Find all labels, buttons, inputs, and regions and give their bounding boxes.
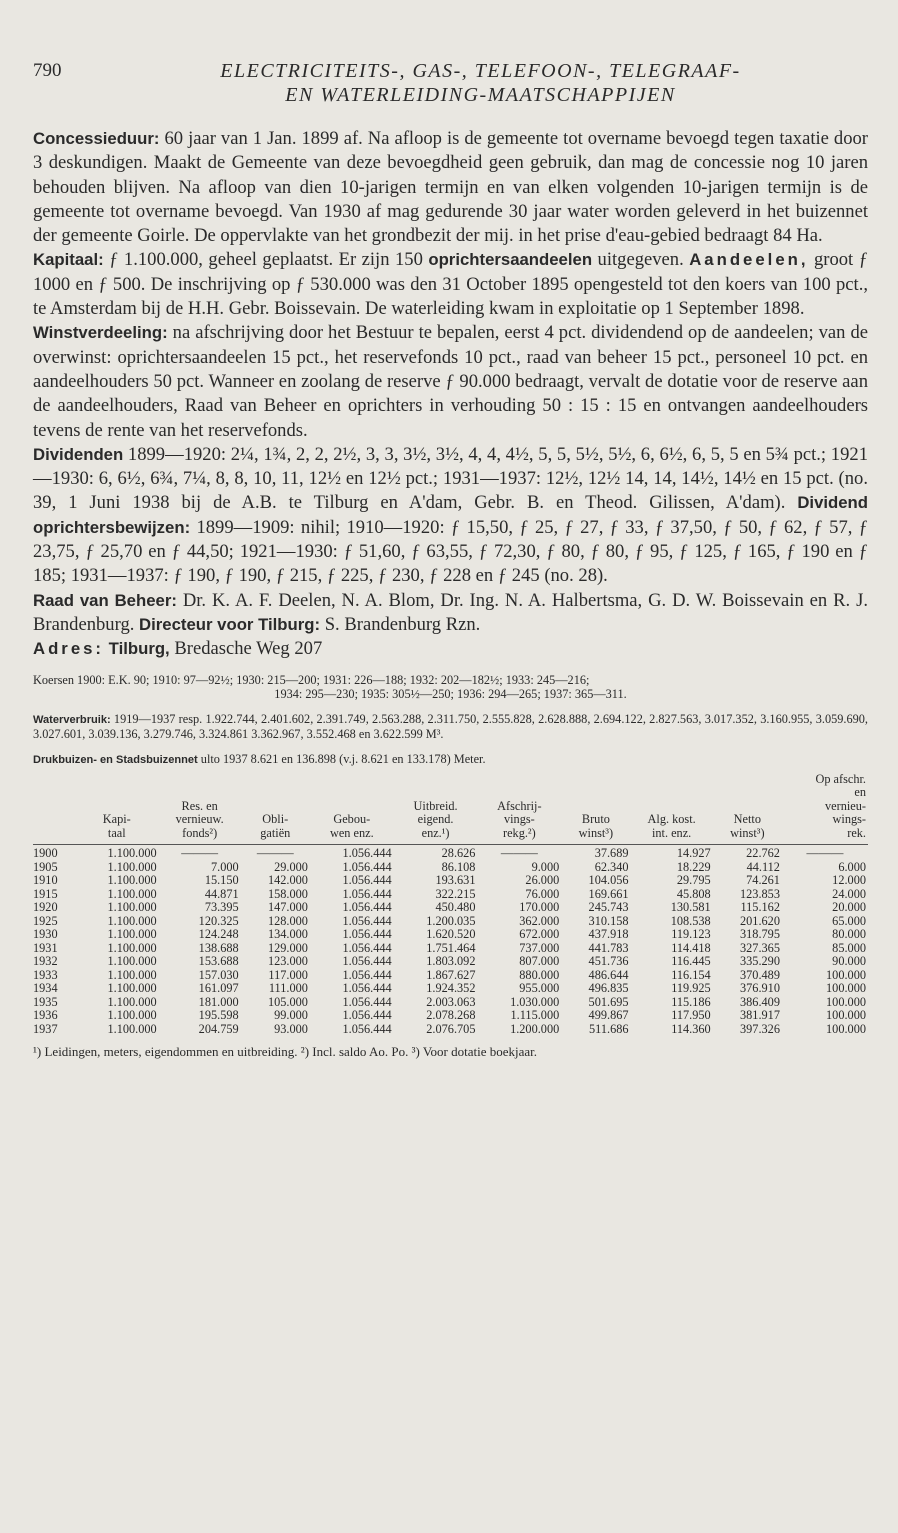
table-cell: 1.056.444 [342, 994, 392, 1009]
table-cell: 441.783 [588, 940, 629, 955]
text-dividenden: 1899—1920: 2¼, 1¾, 2, 2, 2½, 3, 3, 3½, 3½, 4, 4, 4½, 5, 5, 5½, 5½, 6, 6½, 6, 5, 5 en 5¾ pct.; 1921—1930: 6, 6½, 6¾, 7¼, 8, 8, 10, 11, 12½ en 12½ pct.; 1931—1937: 12½, 12½ 14, 14, 14½, 14½ en 15 pct. (no. 39, 1 Juni 1938 bij de A.B. te Tilburg en A'dam, Gebr. B. en Theod. Gilissen, A'dam). [33, 443, 868, 514]
table-cell: 117.000 [268, 967, 308, 982]
table-cell: 123.853 [740, 886, 780, 901]
row-year: 1935 [33, 994, 58, 1009]
table-cell: 1.100.000 [107, 1021, 157, 1036]
koersen-note [33, 673, 868, 701]
row-year: 1933 [33, 967, 58, 982]
table-cell: 1.100.000 [107, 994, 157, 1009]
table-cell: 1.056.444 [342, 873, 392, 888]
page [33, 55, 868, 1060]
label-adres: Adres: [33, 639, 105, 659]
paragraph-dividenden [33, 443, 868, 589]
table-row [33, 1023, 868, 1037]
table-cell: 450.480 [435, 900, 476, 915]
table-cell: 158.000 [267, 886, 308, 901]
table-cell: 111.000 [268, 981, 308, 996]
table-cell: 322.215 [435, 886, 476, 901]
table-row [33, 942, 868, 956]
running-title-line1: ELECTRICITEITS-, GAS-, TELEFOON-, TELEGRAAF- [220, 60, 741, 82]
table-cell: 1.100.000 [75, 845, 159, 861]
table-cell: 486.644 [588, 967, 629, 982]
table-cell: 116.154 [671, 967, 711, 982]
table-cell: ——— [477, 845, 561, 861]
column-header: Alg. kost. int. enz. [647, 812, 696, 840]
text-dividend-oprichtersbewijzen: 1899—1909: nihil; 1910—1920: ƒ 15,50, ƒ 25, ƒ 27, ƒ 33, ƒ 37,50, ƒ 50, ƒ 62, ƒ 57, ƒ 23,75, ƒ 25,70 en ƒ 44,50; 1921—1930: ƒ 51,60, ƒ 63,55, ƒ 72,30, ƒ 80, ƒ 80, ƒ 95, ƒ 125, ƒ 165, ƒ 190 en ƒ 185; 1931—1937: ƒ 190, ƒ 190, ƒ 215, ƒ 225, ƒ 230, ƒ 228 en ƒ 245 (no. 28). [33, 516, 868, 587]
table-cell: 1.056.444 [342, 967, 392, 982]
table-cell: 1.100.000 [107, 886, 157, 901]
column-header: Op afschr. en vernieu- wings- rek. [815, 771, 866, 840]
table-cell: 318.795 [740, 927, 780, 942]
table-cell: 397.326 [740, 1021, 780, 1036]
table-cell: 310.158 [588, 913, 629, 928]
table-cell: 195.598 [198, 1008, 239, 1023]
table-cell: 108.538 [670, 913, 711, 928]
table-cell: 362.000 [519, 913, 560, 928]
table-cell: 18.229 [676, 859, 711, 874]
table-cell: 1.924.352 [426, 981, 476, 996]
table-cell: 20.000 [832, 900, 866, 915]
table-cell: 153.688 [198, 954, 239, 969]
table-cell: 100.000 [826, 994, 866, 1009]
table-cell: 22.762 [713, 845, 782, 861]
column-header: Uitbreid. eigend. enz.¹) [413, 798, 458, 840]
table-cell: 1.056.444 [342, 954, 392, 969]
table-cell: 1.867.627 [426, 967, 476, 982]
row-year: 1900 [33, 845, 75, 861]
table-cell: 1.200.000 [510, 1021, 560, 1036]
table-row [33, 845, 868, 861]
table-cell: 955.000 [519, 981, 560, 996]
table-cell: 105.000 [267, 994, 308, 1009]
table-cell: ——— [241, 845, 310, 861]
row-year: 1905 [33, 859, 58, 874]
table-cell: 1.056.444 [342, 927, 392, 942]
table-cell: 1.056.444 [342, 981, 392, 996]
table-cell: ——— [782, 845, 868, 861]
label-concessieduur: Concessieduur: [33, 129, 160, 148]
table-cell: 147.000 [267, 900, 308, 915]
table-cell: 138.688 [198, 940, 239, 955]
label-winstverdeeling: Winstverdeeling: [33, 323, 168, 343]
table-cell: 1.751.464 [426, 940, 476, 955]
table-cell: 193.631 [435, 873, 476, 888]
table-cell: 376.910 [740, 981, 780, 996]
table-cell: 115.186 [671, 994, 711, 1009]
table-cell: 93.000 [274, 1021, 308, 1036]
table-cell: 14.927 [631, 845, 713, 861]
waterverbruik-note [33, 712, 868, 741]
table-cell: 1.100.000 [107, 927, 157, 942]
footnote: ¹) Leidingen, meters, eigendommen en uitbreiding. ²) Incl. saldo Ao. Po. ³) Voor dotatie boekjaar. [33, 1044, 538, 1060]
table-cell: 134.000 [267, 927, 308, 942]
table-cell: 1.100.000 [107, 981, 157, 996]
label-waterverbruik: Waterverbruik: [33, 713, 111, 726]
table-row [33, 969, 868, 983]
table-cell: 100.000 [826, 981, 866, 996]
table-cell: 1.056.444 [342, 900, 392, 915]
table-cell: 12.000 [832, 873, 866, 888]
table-cell: 1.056.444 [310, 845, 394, 861]
table-row [33, 1009, 868, 1023]
table-cell: 335.290 [740, 954, 780, 969]
table-cell: 1.100.000 [107, 900, 157, 915]
table-cell: 1.100.000 [107, 1008, 157, 1023]
table-cell: 85.000 [832, 940, 866, 955]
column-header [33, 773, 75, 845]
table-cell: 100.000 [826, 1008, 866, 1023]
table-cell: 2.003.063 [426, 994, 476, 1009]
body-text [33, 127, 868, 662]
table-cell: 45.808 [676, 886, 711, 901]
table-cell: 44.871 [204, 886, 239, 901]
text-concessieduur: 60 jaar van 1 Jan. 1899 af. Na afloop is de gemeente tot overname bevoegd tegen taxatie door 3 deskundigen. Maakt de Gemeente van deze bevoegdheid geen gebruik, dan mag de concessie nog 10 jaren behouden blijven. Na afloop van dien 10-jarigen termijn en van elken volgenden 10-jarigen termijn is de gemeente tot overname bevoegd. Van 1930 af mag gedurende 30 jaar water worden geleverd in het buizennet der gemeente Goirle. De oppervlakte van het grondbezit der mij. in het prise d'eau-gebied bedraagt 84 Ha. [33, 128, 868, 247]
table-cell: 114.418 [671, 940, 711, 955]
table-cell: 28.626 [394, 845, 478, 861]
table-cell: 880.000 [519, 967, 560, 982]
label-aandeelen: Aandeelen, [689, 250, 809, 270]
table-cell: 496.835 [588, 981, 629, 996]
label-oprichtersaandeelen: oprichtersaandeelen [428, 250, 593, 270]
table-cell: 1.056.444 [342, 940, 392, 955]
paragraph-kapitaal [33, 248, 868, 321]
table-cell: 128.000 [267, 913, 308, 928]
table-cell: 1.115.000 [510, 1008, 560, 1023]
table-cell: 142.000 [267, 873, 308, 888]
running-title [33, 59, 868, 107]
table-cell: 26.000 [525, 873, 560, 888]
table-cell: 15.150 [204, 873, 239, 888]
paragraph-winstverdeeling [33, 321, 868, 442]
row-year: 1915 [33, 886, 58, 901]
table-cell: 1.100.000 [107, 873, 157, 888]
table-cell: 123.000 [267, 954, 308, 969]
row-year: 1937 [33, 1021, 58, 1036]
table-cell: 100.000 [826, 967, 866, 982]
table-cell: 437.918 [588, 927, 629, 942]
table-cell: 501.695 [588, 994, 629, 1009]
table-cell: 117.950 [671, 1008, 711, 1023]
text-kapitaal-1: ƒ 1.100.000, geheel geplaatst. Er zijn 150 [103, 249, 429, 271]
page-number: 790 [33, 60, 62, 81]
table-row [33, 955, 868, 969]
koersen-line1: Koersen 1900: E.K. 90; 1910: 97—92½; 1930: 215—200; 1931: 226—188; 1932: 202—182½; 1933: 245—216; [33, 672, 590, 687]
table-cell: 99.000 [274, 1008, 308, 1023]
koersen-line2: 1934: 295—230; 1935: 305½—250; 1936: 294—265; 1937: 365—311. [274, 686, 627, 701]
table-cell: 80.000 [832, 927, 866, 942]
table-body [33, 845, 868, 1037]
table-cell: 672.000 [519, 927, 560, 942]
table-cell: 76.000 [525, 886, 560, 901]
table-cell: 24.000 [832, 886, 866, 901]
text-drukbuizen: ulto 1937 8.621 en 136.898 (v.j. 8.621 en 133.178) Meter. [197, 751, 486, 766]
table-cell: 170.000 [519, 900, 560, 915]
table-cell: 65.000 [832, 913, 866, 928]
table-cell: 327.365 [740, 940, 780, 955]
table-cell: 370.489 [740, 967, 780, 982]
label-kapitaal: Kapitaal: [33, 250, 104, 270]
text-winstverdeeling: na afschrijving door het Bestuur te bepalen, eerst 4 pct. dividendend op de aandeelen; van de overwinst: oprichtersaandeelen 15 pct., het reservefonds 10 pct., raad van beheer 15 pct., personeel 10 pct. en aandeelhouders 50 pct. Wanneer en zoolang de reserve ƒ 90.000 bedraagt, vervalt de dotatie voor de reserve aan de aandeelhouders, Raad van Beheer en oprichters in verhouding 50 : 15 : 15 en ontvangen aandeelhouders tevens de rente van het reservefonds. [33, 322, 868, 441]
row-year: 1932 [33, 954, 58, 969]
table-cell: 1.620.520 [426, 927, 476, 942]
table-cell: 29.000 [274, 859, 308, 874]
table-cell: ——— [159, 845, 241, 861]
table-row [33, 928, 868, 942]
table-cell: 1.100.000 [107, 967, 157, 982]
table-cell: 1.100.000 [107, 913, 157, 928]
row-year: 1934 [33, 981, 58, 996]
page-header [33, 55, 868, 117]
label-dividend-oprichtersbewijzen: Dividend oprichtersbewijzen: [33, 493, 868, 537]
table-cell: 7.000 [210, 859, 239, 874]
table-cell: 124.248 [198, 927, 239, 942]
table-cell: 9.000 [531, 859, 560, 874]
text-kapitaal-3: groot ƒ 1000 en ƒ 500. De inschrijving op ƒ 530.000 was den 31 October 1895 opengesteld tot den koers van 100 pct., te Amsterdam bij de H.H. Gebr. Boissevain. De waterleiding kwam in exploitatie op 1 September 1898. [33, 249, 868, 320]
table-cell: 104.056 [588, 873, 629, 888]
table-cell: 73.395 [204, 900, 239, 915]
table-cell: 1.803.092 [426, 954, 476, 969]
table-cell: 386.409 [740, 994, 780, 1009]
running-title-line2: EN WATERLEIDING-MAATSCHAPPIJEN [285, 84, 676, 106]
table-cell: 1.030.000 [510, 994, 560, 1009]
table-cell: 90.000 [832, 954, 866, 969]
table-cell: 29.795 [676, 873, 711, 888]
table-cell: 1.056.444 [342, 1008, 392, 1023]
label-raad-van-beheer: Raad van Beheer: [33, 590, 177, 610]
label-dividenden: Dividenden [33, 444, 124, 464]
table-cell: 1.056.444 [342, 1021, 392, 1036]
table-cell: 6.000 [838, 859, 866, 874]
table-cell: 100.000 [826, 1021, 866, 1036]
column-header: Gebou- wen enz. [329, 812, 374, 840]
table-cell: 2.076.705 [426, 1021, 476, 1036]
table-cell: 116.445 [671, 954, 711, 969]
table-cell: 44.112 [746, 859, 780, 874]
table-cell: 161.097 [198, 981, 239, 996]
row-year: 1910 [33, 873, 58, 888]
table-cell: 169.661 [588, 886, 629, 901]
text-adres: Bredasche Weg 207 [169, 638, 323, 660]
text-waterverbruik: 1919—1937 resp. 1.922.744, 2.401.602, 2.391.749, 2.563.288, 2.311.750, 2.555.828, 2.628.888, 2.694.122, 2.827.563, 3.017.352, 3.160.955, 3.059.690, 3.027.601, 3.039.136, 3.279.746, 3.324.861 3.362.967, 3.552.468 en 3.622.599 M³. [33, 711, 868, 741]
table-cell: 1.100.000 [107, 940, 157, 955]
table-cell: 1.100.000 [107, 859, 157, 874]
table-cell: 381.917 [740, 1008, 780, 1023]
table-cell: 1.200.035 [426, 913, 476, 928]
column-header: Kapi- taal [102, 812, 131, 840]
table-cell: 181.000 [198, 994, 239, 1009]
column-header: Netto winst³) [730, 812, 765, 840]
column-header: Obli- gatiën [260, 812, 291, 840]
table-row [33, 888, 868, 902]
table-cell: 119.925 [671, 981, 711, 996]
table-cell: 119.123 [671, 927, 711, 942]
table-cell: 115.162 [740, 900, 780, 915]
paragraph-raad-van-beheer [33, 589, 868, 638]
table-row [33, 996, 868, 1010]
table-cell: 1.056.444 [342, 859, 392, 874]
row-year: 1930 [33, 927, 58, 942]
table-cell: 62.340 [594, 859, 629, 874]
table-cell: 201.620 [740, 913, 780, 928]
table-cell: 1.100.000 [107, 954, 157, 969]
table-row [33, 901, 868, 915]
table-cell: 2.078.268 [426, 1008, 476, 1023]
column-header: Bruto winst³) [578, 812, 614, 840]
table-cell: 511.686 [589, 1021, 629, 1036]
text-raad-van-beheer: Dr. K. A. F. Deelen, N. A. Blom, Dr. Ing. N. A. Halbertsma, G. D. W. Boissevain en R. J. Brandenburg. [33, 589, 868, 635]
table-cell: 114.360 [671, 1021, 711, 1036]
table-row [33, 861, 868, 875]
row-year: 1936 [33, 1008, 58, 1023]
table-cell: 120.325 [198, 913, 239, 928]
text-directeur: S. Brandenburg Rzn. [320, 613, 481, 635]
table-cell: 37.689 [561, 845, 630, 861]
table-cell: 451.736 [588, 954, 629, 969]
table-cell: 1.056.444 [342, 886, 392, 901]
table-cell: 737.000 [519, 940, 560, 955]
table-cell: 1.056.444 [342, 913, 392, 928]
table-row [33, 915, 868, 929]
adres-city: Tilburg, [104, 639, 170, 659]
drukbuizen-note [33, 752, 868, 767]
row-year: 1931 [33, 940, 58, 955]
table-cell: 204.759 [198, 1021, 239, 1036]
row-year: 1920 [33, 900, 58, 915]
table-cell: 157.030 [198, 967, 239, 982]
column-header: Res. en vernieuw. fonds²) [175, 798, 224, 840]
table-row [33, 982, 868, 996]
row-year: 1925 [33, 913, 58, 928]
label-drukbuizen: Drukbuizen- en Stadsbuizennet [33, 753, 198, 766]
table-cell: 499.867 [588, 1008, 629, 1023]
table-cell: 807.000 [519, 954, 560, 969]
text-kapitaal-2: uitgegeven. [592, 249, 690, 271]
column-header: Afschrij- vings- rekg.²) [497, 798, 542, 840]
table-cell: 74.261 [746, 873, 780, 888]
table-cell: 129.000 [267, 940, 308, 955]
paragraph-adres [33, 637, 868, 661]
financial-table [33, 773, 868, 1037]
table-cell: 86.108 [441, 859, 476, 874]
paragraph-concessieduur [33, 127, 868, 248]
table-cell: 245.743 [588, 900, 629, 915]
table-cell: 130.581 [670, 900, 711, 915]
table-header-row [33, 773, 868, 845]
table-row [33, 874, 868, 888]
label-directeur: Directeur voor Tilburg: [139, 614, 321, 634]
